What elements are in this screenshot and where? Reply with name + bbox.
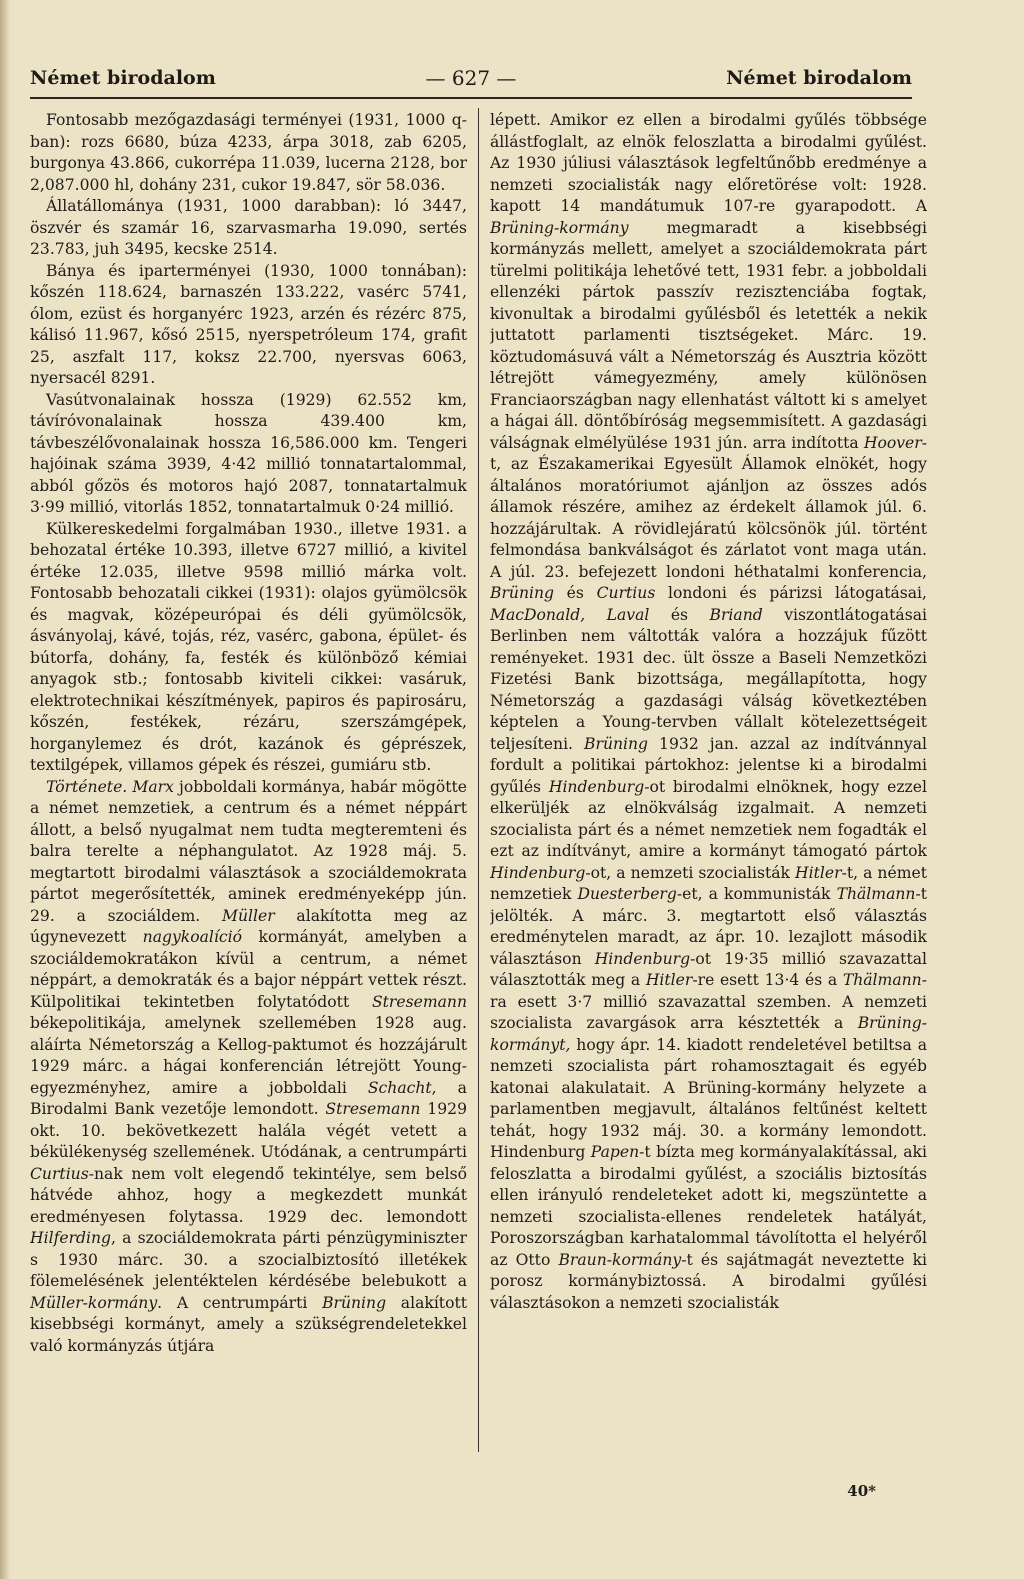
paragraph-continuation: lépett. Amikor ez ellen a birodalmi gyűlés többsége állástfoglalt, az elnök feloszlatta a birodalmi gyűlést. Az 1930 júliusi választások legfeltűnőbb eredménye a nemzeti szocialisták nagy előretörése volt: 1928. kapott 14 mandátumuk 107-re gyarapodott. A Brüning-kormány megmaradt a kisebbségi kormányzás mellett, amelyet a szociáldemokrata párt türelmi politikája lehetővé tett, 1931 febr. a jobboldali ellenzéki pártok passzív rezisztenciába fogtak, kivonultak a birodalmi gyűlésből és letették a nekik juttatott parlamenti tisztségeket. Márc. 19. köztudomásuvá vált a Németország és Ausztria között létrejött vámegyezmény, amely különösen Franciaországban nagy ellenhatást váltott ki s amelyet a hágai áll. döntőbíróság megsemmisített. A gazdasági válságnak elmélyülése 1931 jún. arra indította Hoover-t, az Északamerikai Egyesült Államok elnökét, hogy általános moratóriumot ajánljon az összes adós államok részére, amihez az érdekelt államok júl. 6. hozzájárultak. A rövidlejáratú kölcsönök júl. történt felmondása bankválságot és zárlatot vont maga után. A júl. 23. befejezett londoni héthatalmi konferencia, Brüning és Curtius londoni és párizsi látogatásai, MacDonald, Laval és Briand viszontlátogatásai Berlinben nem váltották valóra a hozzájuk fűzött reményeket. 1931 dec. ült össze a Baseli Nemzetközi Fizetési Bank bizottsága, megállapította, hogy Németország a gazdasági válság következtében képtelen a Young-tervben vállalt kötelezettségeit teljesíteni. Brüning 1932 jan. azzal az indítvánnyal fordult a politikai pártokhoz: jelentse ki a birodalmi gyűlés Hindenburg-ot birodalmi elnöknek, hogy ezzel elkerüljék az elnökválság izgalmait. A nemzeti szocialista párt és a német nemzetiek nem fogadták el ezt az indítványt, amire a kormányt támogató pártok Hindenburg-ot, a nemzeti szocialisták Hitler-t, a német nemzetiek Duesterberg-et, a kommunisták Thälmann-t jelölték. A márc. 3. megtartott első választás eredménytelen maradt, az ápr. 10. lezajlott második választáson Hindenburg-ot 19·35 millió szavazattal választották meg a Hitler-re esett 13·4 és a Thälmann-ra esett 3·7 millió szavazattal szemben. A nemzeti szocialista zavargások arra késztették a Brüning-kormányt, hogy ápr. 14. kiadott rendeletével betiltsa a nemzeti szocialista párt rohamosztagait és egyéb katonai alakulatait. A Brüning-kormány helyzete a parlamentben megjavult, általános feltűnést keltett tehát, hogy 1932 máj. 30. a kormány lemondott. Hindenburg Papen-t bízta meg kormányalakítással, aki feloszlatta a birodalmi gyűlést, a szociális biztosítás ellen irányuló rendeleteket adott ki, megszüntette a nemzeti szocialista-ellenes rendeletek hatályát, Poroszországban karhatalommal távolította el helyéről az Otto Braun-kormány-t és sajátmagát neveztette ki porosz kormánybiztossá. A birodalmi gyűlési választásokon a nemzeti szocialisták bbox=[490, 111, 927, 1312]
header-rule bbox=[30, 97, 912, 99]
signature-mark: 40* bbox=[847, 1482, 876, 1500]
name-muller: Müller bbox=[221, 906, 275, 925]
name-hilferding: Hilferding bbox=[30, 1229, 112, 1247]
right-column bbox=[490, 110, 927, 1472]
paragraph-livestock: Állatállománya (1931, 1000 darabban): ló 3447, öszvér és szamár 16, szarvasmarha 19.090, sertés 23.783, juh 3495, kecske 2514. bbox=[30, 197, 467, 258]
header-right: Német birodalom bbox=[726, 67, 912, 89]
paragraph-trade: Külkereskedelmi forgalmában 1930., illetve 1931. a behozatal értéke 10.393, illetve 6727 millió, a kivitel értéke 12.035, illetve 9598 millió márka volt. Fontosabb behozatali cikkei (1931): olajos gyümölcsök és magvak, középeurópai és déli gyümölcsök, ásványolaj, kávé, tojás, réz, vasérc, gabona, épület- és bútorfa, dohány, fa, festék és különböző kémiai anyagok stb.; fontosabb kiviteli cikkei: vasáruk, elektrotechnikai készítmények, papiros és papirosáru, kőszén, festékek, rézáru, szerszámgépek, horganylemez és drót, kazánok és géprészek, textilgépek, villamos gépek és részei, gumiáru stb. bbox=[30, 519, 467, 774]
term-nagykoalicio: nagykoalíció bbox=[142, 928, 243, 946]
column-divider bbox=[478, 108, 479, 1452]
header-left: Német birodalom bbox=[30, 67, 216, 89]
left-column bbox=[30, 110, 467, 1472]
running-header bbox=[30, 64, 912, 92]
page-number: — 627 — bbox=[425, 66, 517, 90]
name-marx: Marx bbox=[132, 777, 174, 796]
paragraph-history: Története. Marx jobboldali kormánya, habár mögötte a német nemzetiek, a centrum és a német néppárt állott, a belső nyugalmat nem tudta megteremteni és balra terelte a néphangulatot. Az 1928 máj. 5. megtartott birodalmi választások a szociáldemokrata pártot megerősítették, aminek eredményeképp jún. 29. a szociáldem. Müller alakította meg az úgynevezett nagykoalíció kormányát, amelyben a szociáldemokratákon kívül a centrum, a német néppárt, a demokraták és a bajor néppárt vettek részt. Külpolitikai tekintetben folytatódott Stresemann békepolitikája, amelynek szellemében 1928 aug. aláírta Németország a Kellog-paktumot és hozzájárult 1929 márc. a hágai konferencián létrejött Young-egyezményhez, amire a jobboldali Schacht, a Birodalmi Bank vezetője lemondott. Stresemann 1929 okt. 10. bekövetkezett halála végét vetett a békülékenység szellemének. Utódának, a centrumpárti Curtius-nak nem volt elegendő tekintélye, sem belső hátvéde ahhoz, hogy a megkezdett munkát eredményesen folytassa. 1929 dec. lemondott Hilferding, a szociáldemokrata párti pénzügyminiszter s 1930 márc. 30. a szocialbiztosító illetékek fölemelésének jelentéktelen kérdésébe belebukott a Müller-kormány. A centrumpárti Brüning alakított kisebbségi kormányt, amely a szükségrendeletekkel való kormányzás útjára bbox=[30, 777, 467, 1355]
name-muller-kormany: Müller-kormány bbox=[30, 1293, 158, 1312]
paragraph-mining: Bánya és iparterményei (1930, 1000 tonnában): kőszén 118.624, barnaszén 133.222, vasérc 5741, ólom, ezüst és horganyérc 1923, arzén és rézérc 875, kálisó 11.967, kősó 2515, nyerspetróleum 174, grafit 25, aszfalt 117, koksz 22.700, nyersvas 6063, nyersacél 8291. bbox=[30, 261, 467, 387]
section-heading-tortenete: Története. bbox=[46, 777, 128, 796]
name-curtius: Curtius bbox=[30, 1164, 89, 1183]
name-bruning: Brüning bbox=[322, 1293, 387, 1312]
name-schacht: Schacht bbox=[367, 1078, 432, 1097]
page-edge-shadow bbox=[0, 0, 10, 1579]
paragraph-transport: Vasútvonalainak hossza (1929) 62.552 km, távíróvonalainak hossza 439.400 km, távbeszélővonalainak hossza 16,586.000 km. Tengeri hajóinak száma 3939, 4·42 millió tonnatartalommal, abból gőzös és motoros hajó 2087, tonnatartalmuk 3·99 millió, vitorlás 1852, tonnatartalmuk 0·24 millió. bbox=[30, 390, 467, 516]
name-stresemann-2: Stresemann bbox=[325, 1100, 421, 1118]
name-stresemann: Stresemann bbox=[371, 992, 467, 1011]
paragraph-crops: Fontosabb mezőgazdasági terményei (1931, 1000 q-ban): rozs 6680, búza 4233, árpa 3018, zab 6205, burgonya 43.866, cukorrépa 11.039, lucerna 2128, bor 2,087.000 hl, dohány 231, cukor 19.847, sör 58.036. bbox=[30, 111, 467, 194]
